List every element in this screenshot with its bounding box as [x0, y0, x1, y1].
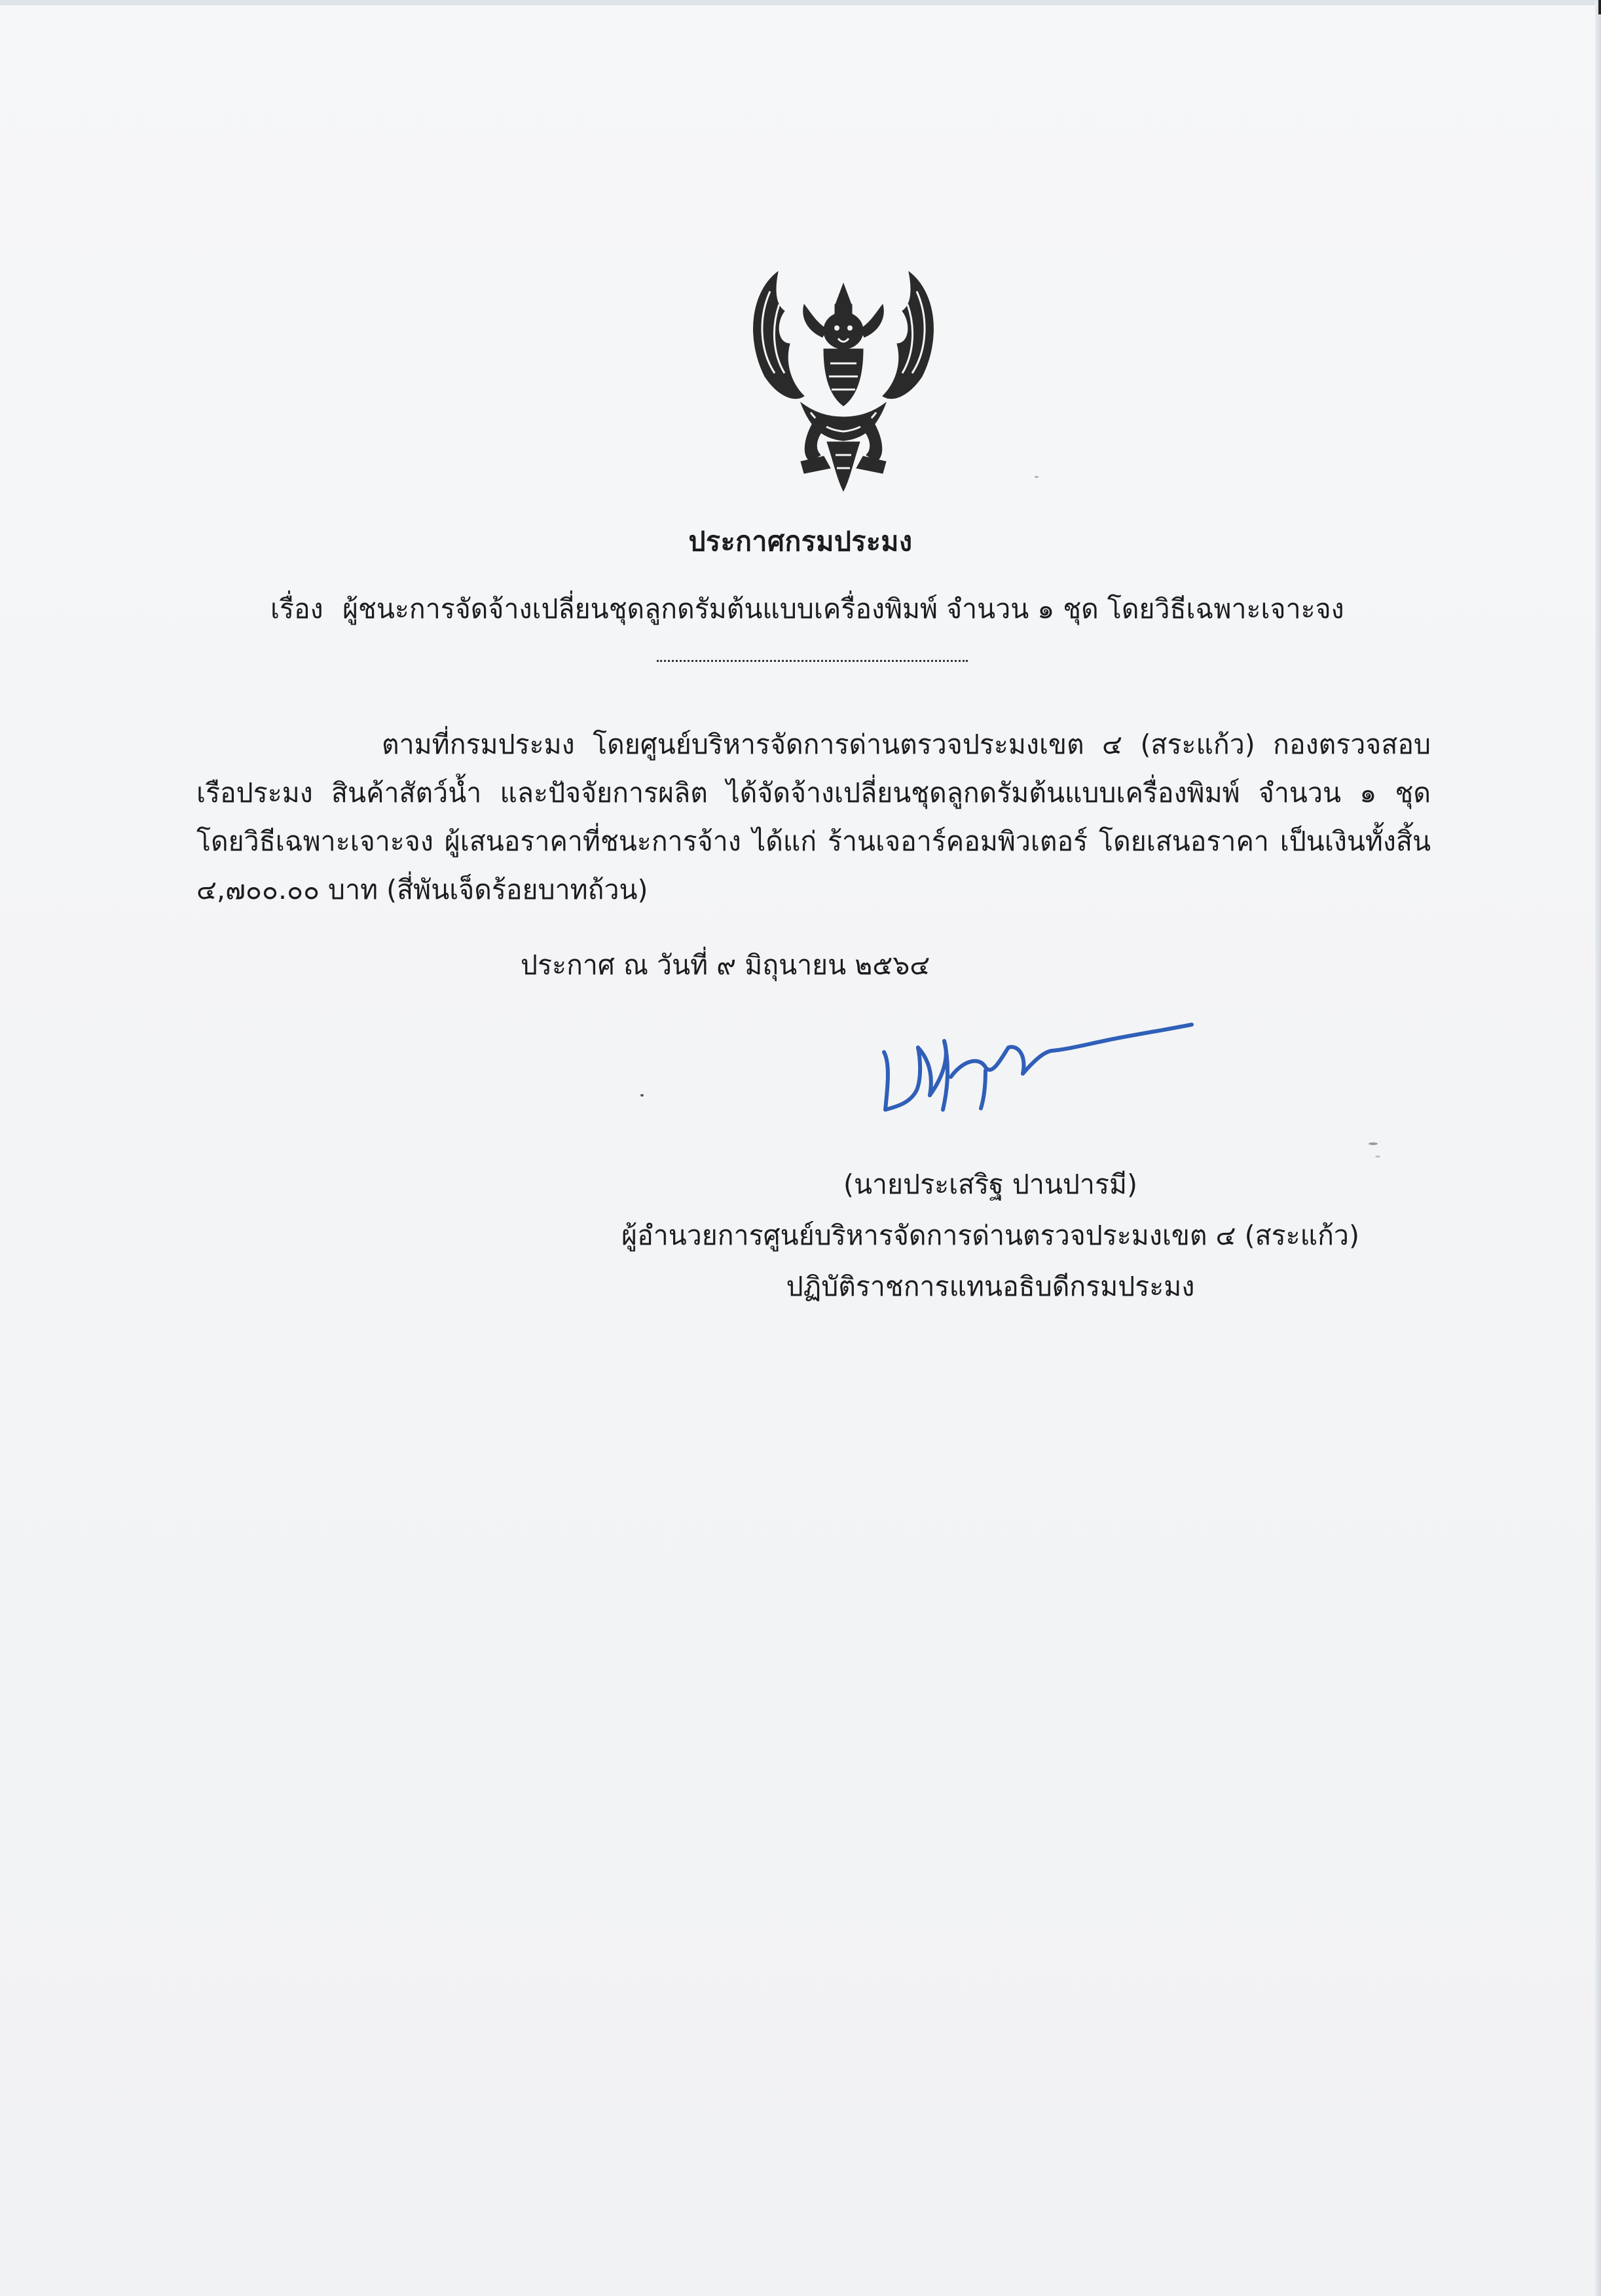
body-line: ตามที่กรมประมง โดยศูนย์บริหารจัดการด่านตรวจประมงเขต ๔ (สระแก้ว) กองตรวจสอบ [382, 729, 1431, 760]
body-paragraph [196, 720, 1431, 914]
body-line: ๔,๗๐๐.๐๐ บาท (สี่พันเจ็ดร้อยบาทถ้วน) [196, 874, 648, 905]
subject-label: เรื่อง [270, 593, 323, 625]
dotted-separator [657, 660, 968, 662]
subject-row [270, 588, 1344, 630]
scan-speck [1375, 1156, 1380, 1157]
scan-speck [1035, 476, 1039, 478]
signer-acting-title: ปฏิบัติราชการแทนอธิบดีกรมประมง [786, 1271, 1195, 1302]
scan-speck [640, 1094, 644, 1097]
scan-speck [1369, 1142, 1378, 1145]
signer-position: ผู้อำนวยการศูนย์บริหารจัดการด่านตรวจประมงเขต ๔ (สระแก้ว) [621, 1220, 1359, 1251]
garuda-emblem-icon [739, 265, 948, 501]
handwritten-signature [871, 979, 1198, 1129]
body-line: เรือประมง สินค้าสัตว์น้ำ และปัจจัยการผลิต ได้จัดจ้างเปลี่ยนชุดลูกดรัมต้นแบบเครื่องพิมพ์ จำนวน ๑ ชุด [196, 777, 1431, 809]
scan-edge-right [1595, 0, 1601, 2296]
announcement-title: ประกาศกรมประมง [688, 526, 913, 557]
signer-name: (นายประเสริฐ ปานปารมี) [843, 1169, 1138, 1200]
announcement-date: ประกาศ ณ วันที่ ๙ มิถุนายน ๒๕๖๔ [521, 949, 930, 981]
scan-corner-mark [1598, 0, 1601, 14]
signer-block [619, 1159, 1362, 1312]
body-line: โดยวิธีเฉพาะเจาะจง ผู้เสนอราคาที่ชนะการจ้าง ได้แก่ ร้านเจอาร์คอมพิวเตอร์ โดยเสนอราคา เป็นเงินทั้งสิ้น [196, 826, 1431, 857]
scan-edge-top [0, 0, 1601, 5]
subject-text: ผู้ชนะการจัดจ้างเปลี่ยนชุดลูกดรัมต้นแบบเครื่องพิมพ์ จำนวน ๑ ชุด โดยวิธีเฉพาะเจาะจง [342, 593, 1344, 625]
